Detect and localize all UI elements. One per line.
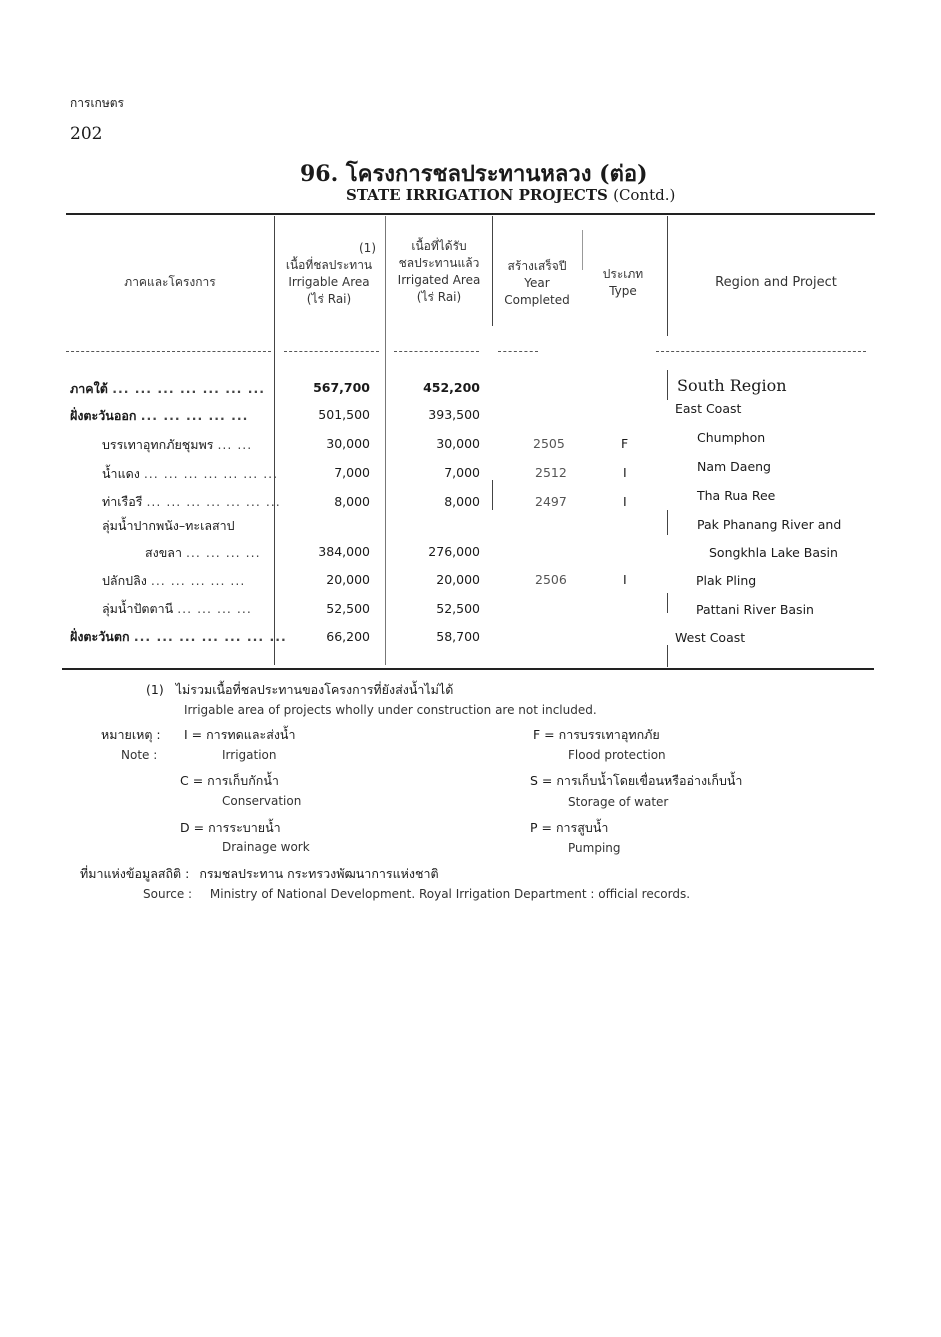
page-number: 202	[70, 124, 103, 144]
legend-item: D = การระบายน้ำ	[180, 820, 281, 835]
legend-text-english: Storage of water	[568, 795, 669, 809]
source-label-thai: ที่มาแห่งข้อมูลสถิติ :	[80, 866, 190, 881]
running-head: การเกษตร	[70, 96, 124, 110]
title-english-main: STATE IRRIGATION PROJECTS	[346, 186, 608, 204]
irrigable-header-thai: เนื้อที่ชลประทาน	[285, 258, 373, 272]
row-name-thai: ภาคใต้	[70, 381, 108, 396]
row-name-thai: ท่าเรือรี	[102, 494, 143, 509]
header-rule	[498, 351, 538, 352]
column-header-region-project-english: Region and Project	[715, 275, 837, 290]
legend-text-thai: การทดและส่งน้ำ	[206, 727, 296, 742]
type-value: I	[623, 494, 627, 509]
footnote-thai	[146, 680, 453, 700]
column-divider	[492, 480, 493, 510]
column-divider	[667, 510, 668, 535]
irrigated-value: 393,500	[428, 407, 480, 422]
table-row	[102, 599, 252, 619]
legend-text-english: Irrigation	[222, 748, 277, 762]
irrigated-value: 20,000	[436, 572, 480, 587]
row-name-english: Nam Daeng	[697, 459, 771, 474]
year-value: 2505	[533, 436, 565, 451]
type-header-english: Type	[609, 284, 637, 298]
legend-text-thai: การสูบน้ำ	[555, 820, 609, 835]
irrigable-value: 52,500	[326, 601, 370, 616]
legend-item: S = การเก็บน้ำโดยเขื่อนหรืออ่างเก็บน้ำ	[530, 773, 743, 788]
dot-leader: ... ... ... ...	[177, 601, 252, 616]
table-row	[70, 406, 248, 426]
source-text-english: Ministry of National Development. Royal Irrigation Department : official records.	[209, 887, 691, 901]
row-name-thai: ปลักปลิง	[102, 573, 147, 588]
year-header-thai: สร้างเสร็จปี	[507, 259, 567, 273]
table-row	[102, 435, 252, 455]
irrigated-value: 58,700	[436, 629, 480, 644]
column-divider	[667, 593, 668, 613]
irrigable-value: 567,700	[313, 380, 370, 395]
dot-leader: ... ... ... ... ... ... ...	[133, 629, 287, 644]
row-name-english: Songkhla Lake Basin	[709, 545, 838, 560]
irrigable-value: 501,500	[318, 407, 370, 422]
year-header-english-1: Year	[524, 276, 550, 290]
table-title-thai: 96. โครงการชลประทานหลวง (ต่อ)	[300, 161, 648, 187]
row-name-english: East Coast	[675, 401, 742, 416]
irrigable-value: 20,000	[326, 572, 370, 587]
column-divider	[274, 216, 275, 665]
legend-text-english: Flood protection	[568, 748, 666, 762]
irrigable-value: 30,000	[326, 436, 370, 451]
table-row	[102, 516, 235, 536]
table-row	[70, 379, 265, 399]
row-name-thai: สงขลา	[145, 545, 182, 560]
column-header-irrigable	[278, 240, 380, 308]
row-name-thai: น้ำแดง	[102, 466, 140, 481]
column-header-region-project-thai: ภาคและโครงการ	[124, 275, 216, 289]
row-name-english: Tha Rua Ree	[697, 488, 776, 503]
table-bottom-rule	[62, 668, 874, 670]
footnote-marker: (1)	[359, 241, 376, 255]
legend-item: P = การสูบน้ำ	[530, 820, 609, 835]
table-row	[70, 627, 287, 647]
row-name-english: South Region	[677, 376, 787, 395]
table-row	[102, 464, 278, 484]
table-row	[145, 543, 261, 563]
irrigated-header-unit: (ไร่ Rai)	[416, 290, 462, 304]
type-value: I	[623, 465, 627, 480]
irrigable-value: 384,000	[318, 544, 370, 559]
irrigated-header-english: Irrigated Area	[397, 273, 481, 287]
column-header-irrigated	[388, 238, 490, 306]
legend-code: C	[180, 773, 189, 788]
column-divider	[492, 216, 493, 326]
irrigable-value: 8,000	[334, 494, 370, 509]
legend-code: P	[530, 820, 538, 835]
table-title-english	[346, 186, 675, 204]
column-divider	[582, 230, 583, 270]
dot-leader: ... ... ... ... ... ... ...	[143, 466, 279, 481]
dot-leader: ... ... ... ... ... ... ...	[146, 494, 281, 509]
header-rule	[394, 351, 479, 352]
title-contd: (Contd.)	[613, 186, 676, 204]
legend-code: S	[530, 773, 538, 788]
legend-text-english: Conservation	[222, 794, 302, 808]
irrigated-value: 276,000	[428, 544, 480, 559]
column-divider	[667, 216, 668, 336]
table-row	[102, 492, 281, 512]
type-value: F	[621, 436, 629, 451]
irrigated-value: 30,000	[436, 436, 480, 451]
row-name-thai: ฝั่งตะวันออก	[70, 408, 137, 423]
dot-leader: ... ... ... ...	[185, 545, 261, 560]
footnote-text-thai: ไม่รวมเนื้อที่ชลประทานของโครงการที่ยังส่งน้ำไม่ได้	[175, 682, 454, 697]
legend-item: I = การทดและส่งน้ำ	[184, 727, 296, 742]
header-rule	[66, 351, 271, 352]
row-name-english: Pattani River Basin	[696, 602, 814, 617]
table-top-rule	[66, 213, 875, 215]
table-row	[102, 571, 245, 591]
row-name-english: West Coast	[675, 630, 746, 645]
dot-leader: ... ... ... ... ... ... ...	[112, 381, 266, 396]
irrigated-value: 452,200	[423, 380, 480, 395]
irrigable-value: 66,200	[326, 629, 370, 644]
irrigated-value: 8,000	[444, 494, 480, 509]
row-name-english: Pak Phanang River and	[697, 517, 842, 532]
legend-text-thai: การระบายน้ำ	[208, 820, 281, 835]
irrigated-header-thai-1: เนื้อที่ได้รับ	[411, 239, 467, 253]
legend-item: F = การบรรเทาอุทกภัย	[533, 727, 660, 742]
year-value: 2512	[535, 465, 567, 480]
header-rule	[656, 351, 866, 352]
row-name-thai: ลุ่มน้ำปัตตานี	[102, 601, 174, 616]
row-name-thai: ฝั่งตะวันตก	[70, 629, 130, 644]
legend-code: F	[533, 727, 541, 742]
source-label-english: Source :	[143, 887, 193, 901]
legend-text-english: Pumping	[568, 841, 621, 855]
note-label-english: Note :	[121, 748, 158, 762]
legend-text-thai: การเก็บน้ำโดยเขื่อนหรืออ่างเก็บน้ำ	[556, 773, 743, 788]
row-name-thai: บรรเทาอุทกภัยชุมพร	[102, 437, 214, 452]
legend-text-thai: การเก็บกักน้ำ	[207, 773, 279, 788]
dot-leader: ... ... ... ... ...	[150, 573, 246, 588]
irrigated-value: 52,500	[436, 601, 480, 616]
legend-text-english: Drainage work	[222, 840, 310, 854]
source-english	[143, 887, 690, 901]
irrigated-header-thai-2: ชลประทานแล้ว	[398, 256, 480, 270]
irrigable-value: 7,000	[334, 465, 370, 480]
dot-leader: ... ... ... ... ...	[140, 408, 249, 423]
row-name-english: Chumphon	[697, 430, 766, 445]
header-rule	[284, 351, 379, 352]
type-header-thai: ประเภท	[602, 267, 644, 281]
irrigable-header-unit: (ไร่ Rai)	[306, 292, 352, 306]
type-value: I	[623, 572, 627, 587]
source-thai	[80, 864, 439, 884]
column-divider	[667, 645, 668, 667]
row-name-english: Plak Pling	[696, 573, 757, 588]
column-header-year	[494, 258, 580, 309]
row-name-thai: ลุ่มน้ำปากพนัง–ทะเลสาป	[102, 518, 235, 533]
legend-code: D	[180, 820, 190, 835]
irrigated-value: 7,000	[444, 465, 480, 480]
year-value: 2497	[535, 494, 567, 509]
year-value: 2506	[535, 572, 567, 587]
note-label-thai: หมายเหตุ :	[101, 727, 161, 742]
column-divider	[385, 216, 386, 665]
legend-text-thai: การบรรเทาอุทกภัย	[558, 727, 660, 742]
year-header-english-2: Completed	[504, 293, 570, 307]
dot-leader: ... ...	[217, 437, 253, 452]
footnote-english: Irrigable area of projects wholly under construction are not included.	[184, 703, 597, 717]
column-divider	[667, 370, 668, 400]
legend-code: I	[184, 727, 188, 742]
footnote-marker: (1)	[146, 682, 164, 697]
column-header-type	[585, 266, 661, 300]
legend-item: C = การเก็บกักน้ำ	[180, 773, 279, 788]
source-text-thai: กรมชลประทาน กระทรวงพัฒนาการแห่งชาติ	[199, 866, 439, 881]
irrigable-header-english: Irrigable Area	[288, 275, 370, 289]
